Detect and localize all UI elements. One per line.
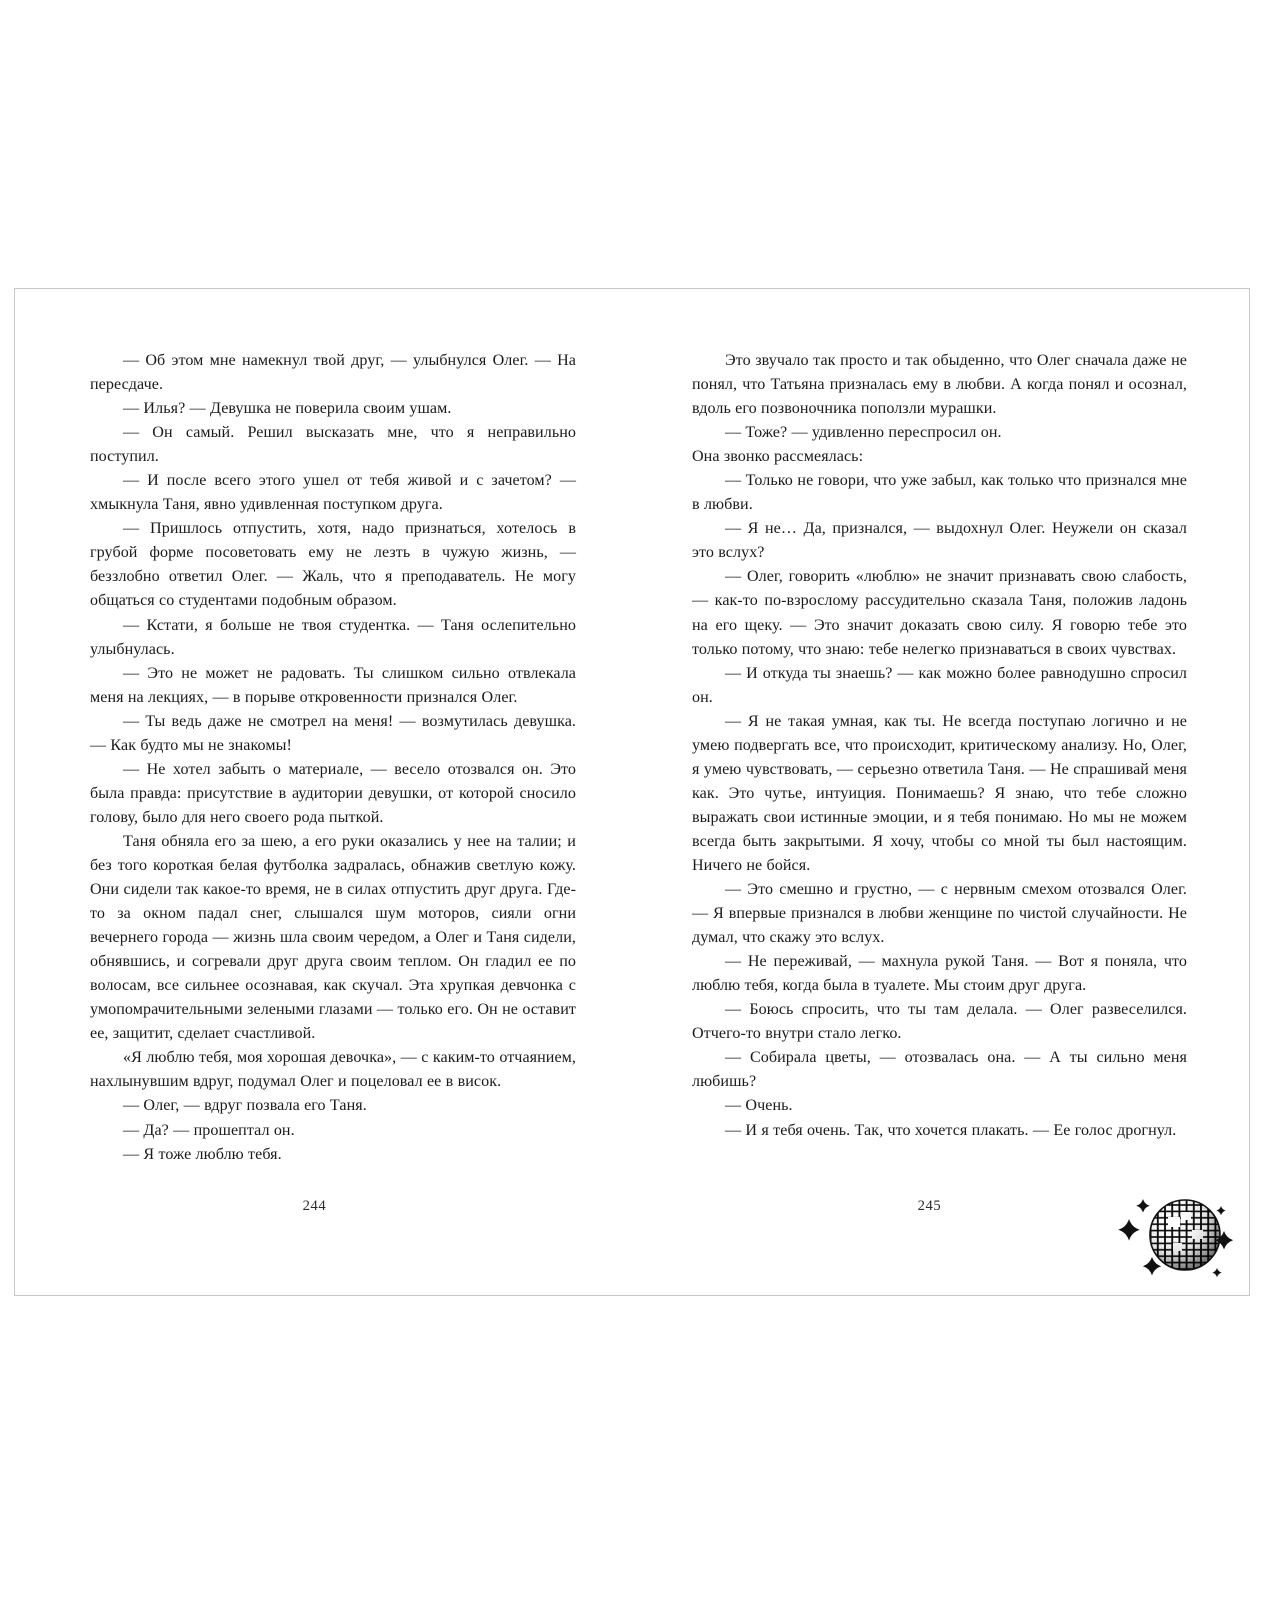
- paragraph: — Боюсь спросить, что ты там делала. — Олег развеселился. Отчего-то внутри стало легко.: [692, 1001, 1187, 1043]
- page-number-left: 244: [302, 1198, 327, 1214]
- paragraph: — Я не… Да, признался, — выдохнул Олег. Неужели он сказал это вслух?: [692, 520, 1187, 562]
- paragraph: — Ты ведь даже не смотрел на меня! — возмутилась девушка. — Как будто мы не знакомы!: [90, 712, 576, 754]
- paragraph: — Это смешно и грустно, — с нервным смехом отозвался Олег. — Я впервые признался в любви женщине по чистой случайности. Не думал, что скажу это вслух.: [692, 881, 1187, 947]
- paragraph: Она звонко рассмеялась:: [692, 448, 864, 466]
- paragraph: «Я люблю тебя, моя хорошая девочка», — с каким-то отчаянием, нахлынувшим вдруг, подумал Олег и поцеловал ее в висок.: [90, 1049, 576, 1091]
- paragraph: — Олег, — вдруг позвала его Таня.: [123, 1097, 367, 1115]
- paragraph: — Олег, говорить «люблю» не значит признавать свою слабость, — как-то по-взрослому рассудительно сказала Таня, положив ладонь на его щеку. — Это значит доказать свою силу. Я говорю тебе это только потому, что знаю: тебе нелегко признаваться в своих чувствах.: [692, 568, 1187, 658]
- paragraph: — Об этом мне намекнул твой друг, — улыбнулся Олег. — На пересдаче.: [90, 352, 576, 394]
- paragraph: — Я не такая умная, как ты. Не всегда поступаю логично и не умею подвергать все, что происходит, критическому анализу. Но, Олег, я умею чувствовать, — серьезно ответила Таня. — Не спрашивай меня как. Это чутье, интуиция. Понимаешь? Я знаю, что тебе сложно выражать свои истинные эмоции, и я тебя понимаю. Но мы не можем всегда быть закрытыми. Я хочу, чтобы со мной ты был настоящим. Ничего не бойся.: [692, 712, 1187, 874]
- page-spread: [15, 289, 1249, 1295]
- page-number-right: 245: [917, 1198, 942, 1214]
- paragraph: — Да? — прошептал он.: [123, 1121, 295, 1139]
- page-spread-frame: [14, 288, 1250, 1296]
- right-page-textblock: [692, 349, 1187, 1143]
- paragraph: Таня обняла его за шею, а его руки оказались у нее на талии; и без того короткая белая футболка задралась, обнажив светлую кожу. Они сидели так какое-то время, не в силах отпустить друг друга. Где-то за окном падал снег, слышался шум моторов, сияли огни вечернего города — жизнь шла своим чередом, а Олег и Таня сидели, обнявшись, и согревали друг друга своим теплом. Он гладил ее по волосам, все сильнее осознавая, как скучал. Эта хрупкая девчонка с умопомрачительными зелеными глазами — только его. Он не оставит ее, защитит, сделает счастливой.: [90, 832, 576, 1043]
- paragraph: — Очень.: [725, 1097, 793, 1115]
- paragraph: — Пришлось отпустить, хотя, надо признаться, хотелось в грубой форме посоветовать ему не лезть в чужую жизнь, — беззлобно ответил Олег. — Жаль, что я преподаватель. Не могу общаться со студентами подобным образом.: [90, 520, 576, 610]
- book-page-right: [632, 289, 1249, 1295]
- paragraph: — И откуда ты знаешь? — как можно более равнодушно спросил он.: [692, 664, 1187, 706]
- paragraph: Это звучало так просто и так обыденно, что Олег сначала даже не понял, что Татьяна призналась ему в любви. А когда понял и осознал, вдоль его позвоночника поползли мурашки.: [692, 352, 1187, 418]
- paragraph: — И я тебя очень. Так, что хочется плакать. — Ее голос дрогнул.: [725, 1121, 1177, 1139]
- paragraph: — Тоже? — удивленно переспросил он.: [725, 424, 1002, 442]
- paragraph: — Он самый. Решил высказать мне, что я неправильно поступил.: [90, 424, 576, 466]
- paragraph: — Это не может не радовать. Ты слишком сильно отвлекала меня на лекциях, — в порыве откровенности признался Олег.: [90, 664, 576, 706]
- disco-ball-body: [1148, 1198, 1224, 1274]
- book-page-left: [15, 289, 632, 1295]
- paragraph: — Собирала цветы, — отозвалась она. — А ты сильно меня любишь?: [692, 1049, 1187, 1091]
- disco-ball-ornament: [1093, 1173, 1233, 1283]
- paragraph: — Только не говори, что уже забыл, как только что признался мне в любви.: [692, 472, 1187, 514]
- paragraph: — И после всего этого ушел от тебя живой и с зачетом? — хмыкнула Таня, явно удивленная поступком друга.: [90, 472, 576, 514]
- paragraph: — Не переживай, — махнула рукой Таня. — Вот я поняла, что люблю тебя, когда была в туалете. Мы стоим друг друга.: [692, 953, 1187, 995]
- paragraph: — Не хотел забыть о материале, — весело отозвался он. Это была правда: присутствие в аудитории девушки, от которой сносило голову, было для него своего рода пыткой.: [90, 760, 576, 826]
- paragraph: — Я тоже люблю тебя.: [123, 1145, 282, 1163]
- left-page-textblock: [90, 349, 576, 1167]
- paragraph: — Илья? — Девушка не поверила своим ушам.: [123, 400, 452, 418]
- paragraph: — Кстати, я больше не твоя студентка. — Таня ослепительно улыбнулась.: [90, 616, 576, 658]
